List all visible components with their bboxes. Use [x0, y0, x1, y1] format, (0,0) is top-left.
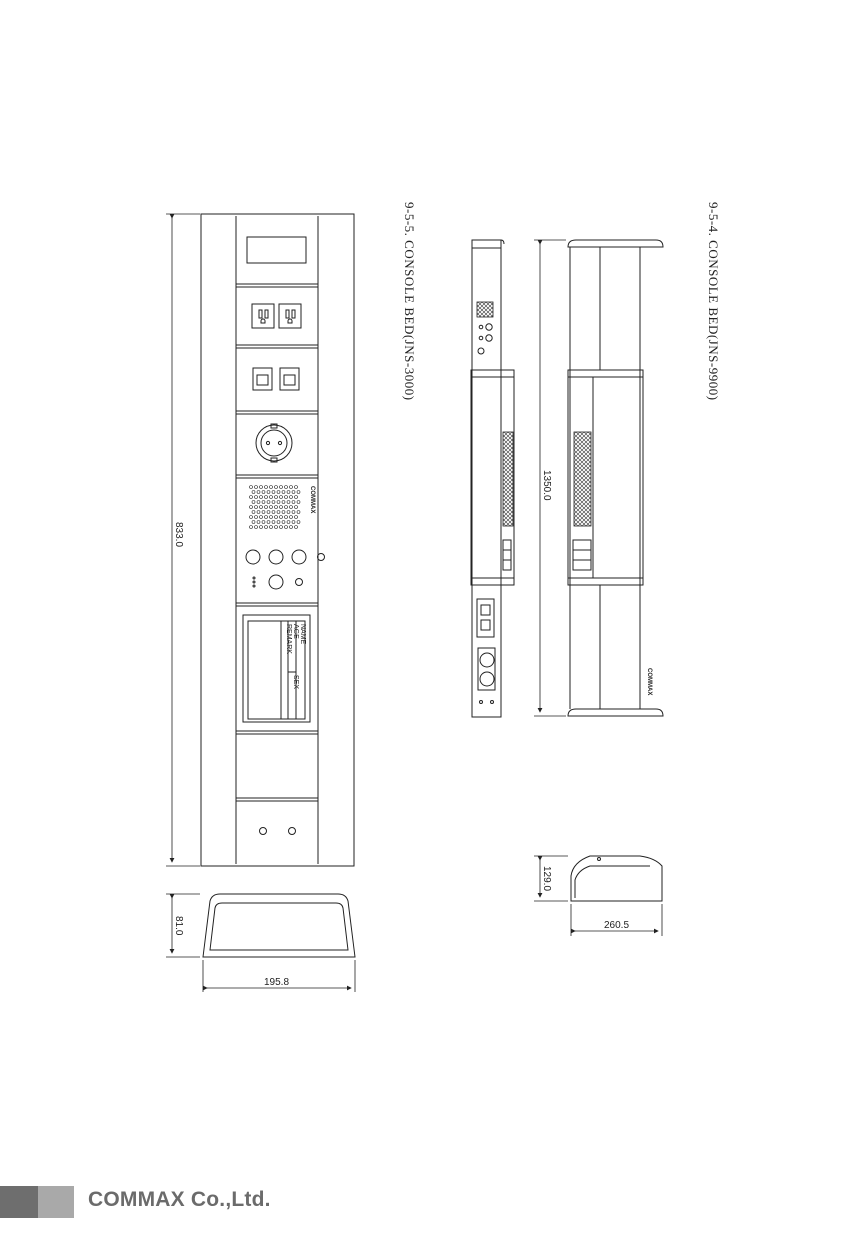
speaker-hole: [252, 511, 255, 514]
nameplate-remark-label: REMARK: [285, 624, 292, 654]
speaker-hole: [272, 521, 275, 524]
speaker-hole: [295, 516, 298, 519]
speaker-hole: [265, 506, 268, 509]
speaker-hole: [290, 516, 293, 519]
speaker-hole: [287, 501, 290, 504]
jns9900-side-grille: [574, 432, 591, 526]
footer-light-block: [38, 1186, 74, 1218]
speaker-hole: [290, 506, 293, 509]
speaker-hole: [272, 501, 275, 504]
speaker-hole: [257, 491, 260, 494]
speaker-hole: [285, 496, 288, 499]
speaker-hole: [267, 511, 270, 514]
speaker-hole: [260, 496, 263, 499]
speaker-hole: [267, 521, 270, 524]
speaker-hole: [250, 516, 253, 519]
speaker-hole: [250, 506, 253, 509]
speaker-hole: [255, 506, 258, 509]
title-jns3000: 9-5-5. CONSOLE BED(JNS-3000): [402, 202, 417, 401]
jns3000-width-label: 195.8: [264, 977, 290, 988]
speaker-hole: [255, 516, 258, 519]
speaker-hole: [287, 491, 290, 494]
speaker-hole: [270, 496, 273, 499]
jns3000-height-label: 833.0: [173, 522, 184, 548]
speaker-hole: [297, 491, 300, 494]
footer-brand-bar: [0, 1186, 300, 1218]
commax-logo-jns3000: COMMAX: [309, 486, 315, 514]
speaker-hole: [270, 486, 273, 489]
speaker-hole: [285, 516, 288, 519]
speaker-grille: [250, 486, 301, 529]
speaker-hole: [260, 516, 263, 519]
speaker-hole: [285, 506, 288, 509]
jns9900-speaker-grille: [477, 302, 493, 317]
speaker-hole: [295, 506, 298, 509]
nameplate-sex-label: SEX: [292, 675, 299, 690]
speaker-hole: [282, 491, 285, 494]
speaker-hole: [267, 491, 270, 494]
speaker-hole: [290, 496, 293, 499]
jns9900-height-label: 129.0: [541, 866, 552, 892]
speaker-hole: [282, 521, 285, 524]
speaker-hole: [275, 516, 278, 519]
speaker-hole: [250, 486, 253, 489]
speaker-hole: [252, 501, 255, 504]
speaker-hole: [257, 501, 260, 504]
speaker-hole: [292, 521, 295, 524]
nameplate-name-label: NAME: [299, 624, 306, 645]
speaker-hole: [292, 511, 295, 514]
speaker-hole: [297, 501, 300, 504]
speaker-hole: [295, 526, 298, 529]
speaker-hole: [262, 521, 265, 524]
commax-logo-jns9900: COMMAX: [646, 668, 652, 696]
speaker-hole: [265, 526, 268, 529]
jns9900-front-grille: [503, 432, 513, 526]
speaker-hole: [270, 526, 273, 529]
speaker-hole: [280, 526, 283, 529]
speaker-hole: [265, 496, 268, 499]
speaker-hole: [275, 526, 278, 529]
speaker-hole: [287, 511, 290, 514]
speaker-hole: [280, 506, 283, 509]
speaker-hole: [260, 526, 263, 529]
speaker-hole: [290, 486, 293, 489]
speaker-hole: [292, 501, 295, 504]
speaker-hole: [267, 501, 270, 504]
speaker-hole: [277, 511, 280, 514]
speaker-hole: [257, 521, 260, 524]
title-jns9900: 9-5-4. CONSOLE BED(JNS-9900): [706, 202, 721, 401]
speaker-hole: [290, 526, 293, 529]
speaker-hole: [282, 511, 285, 514]
speaker-hole: [285, 526, 288, 529]
speaker-hole: [275, 506, 278, 509]
speaker-hole: [265, 486, 268, 489]
speaker-hole: [250, 496, 253, 499]
speaker-hole: [277, 491, 280, 494]
speaker-hole: [275, 496, 278, 499]
jns3000-front-view: [201, 214, 354, 866]
footer-brand-text: COMMAX Co.,Ltd.: [88, 1188, 271, 1211]
speaker-hole: [295, 486, 298, 489]
speaker-hole: [292, 491, 295, 494]
jns9900-width-label: 260.5: [604, 920, 630, 931]
speaker-hole: [265, 516, 268, 519]
speaker-hole: [262, 501, 265, 504]
speaker-hole: [260, 486, 263, 489]
speaker-hole: [255, 496, 258, 499]
speaker-hole: [282, 501, 285, 504]
speaker-hole: [297, 521, 300, 524]
speaker-hole: [257, 511, 260, 514]
jns3000-depth-label: 81.0: [173, 916, 184, 936]
speaker-hole: [280, 516, 283, 519]
speaker-hole: [260, 506, 263, 509]
speaker-hole: [277, 501, 280, 504]
speaker-hole: [255, 526, 258, 529]
speaker-hole: [285, 486, 288, 489]
speaker-hole: [272, 511, 275, 514]
jns9900-profile: [571, 856, 662, 901]
jns9900-length-label: 1350.0: [541, 470, 552, 501]
speaker-hole: [272, 491, 275, 494]
speaker-hole: [262, 511, 265, 514]
speaker-hole: [280, 486, 283, 489]
speaker-hole: [295, 496, 298, 499]
speaker-hole: [255, 486, 258, 489]
speaker-hole: [270, 506, 273, 509]
speaker-hole: [270, 516, 273, 519]
speaker-hole: [277, 521, 280, 524]
speaker-hole: [252, 521, 255, 524]
jns3000-side-profile: [203, 894, 355, 957]
speaker-hole: [280, 496, 283, 499]
speaker-hole: [250, 526, 253, 529]
speaker-hole: [252, 491, 255, 494]
speaker-hole: [275, 486, 278, 489]
footer-dark-block: [0, 1186, 38, 1218]
speaker-hole: [262, 491, 265, 494]
speaker-hole: [297, 511, 300, 514]
nameplate-age-label: AGE: [292, 624, 299, 639]
speaker-hole: [287, 521, 290, 524]
